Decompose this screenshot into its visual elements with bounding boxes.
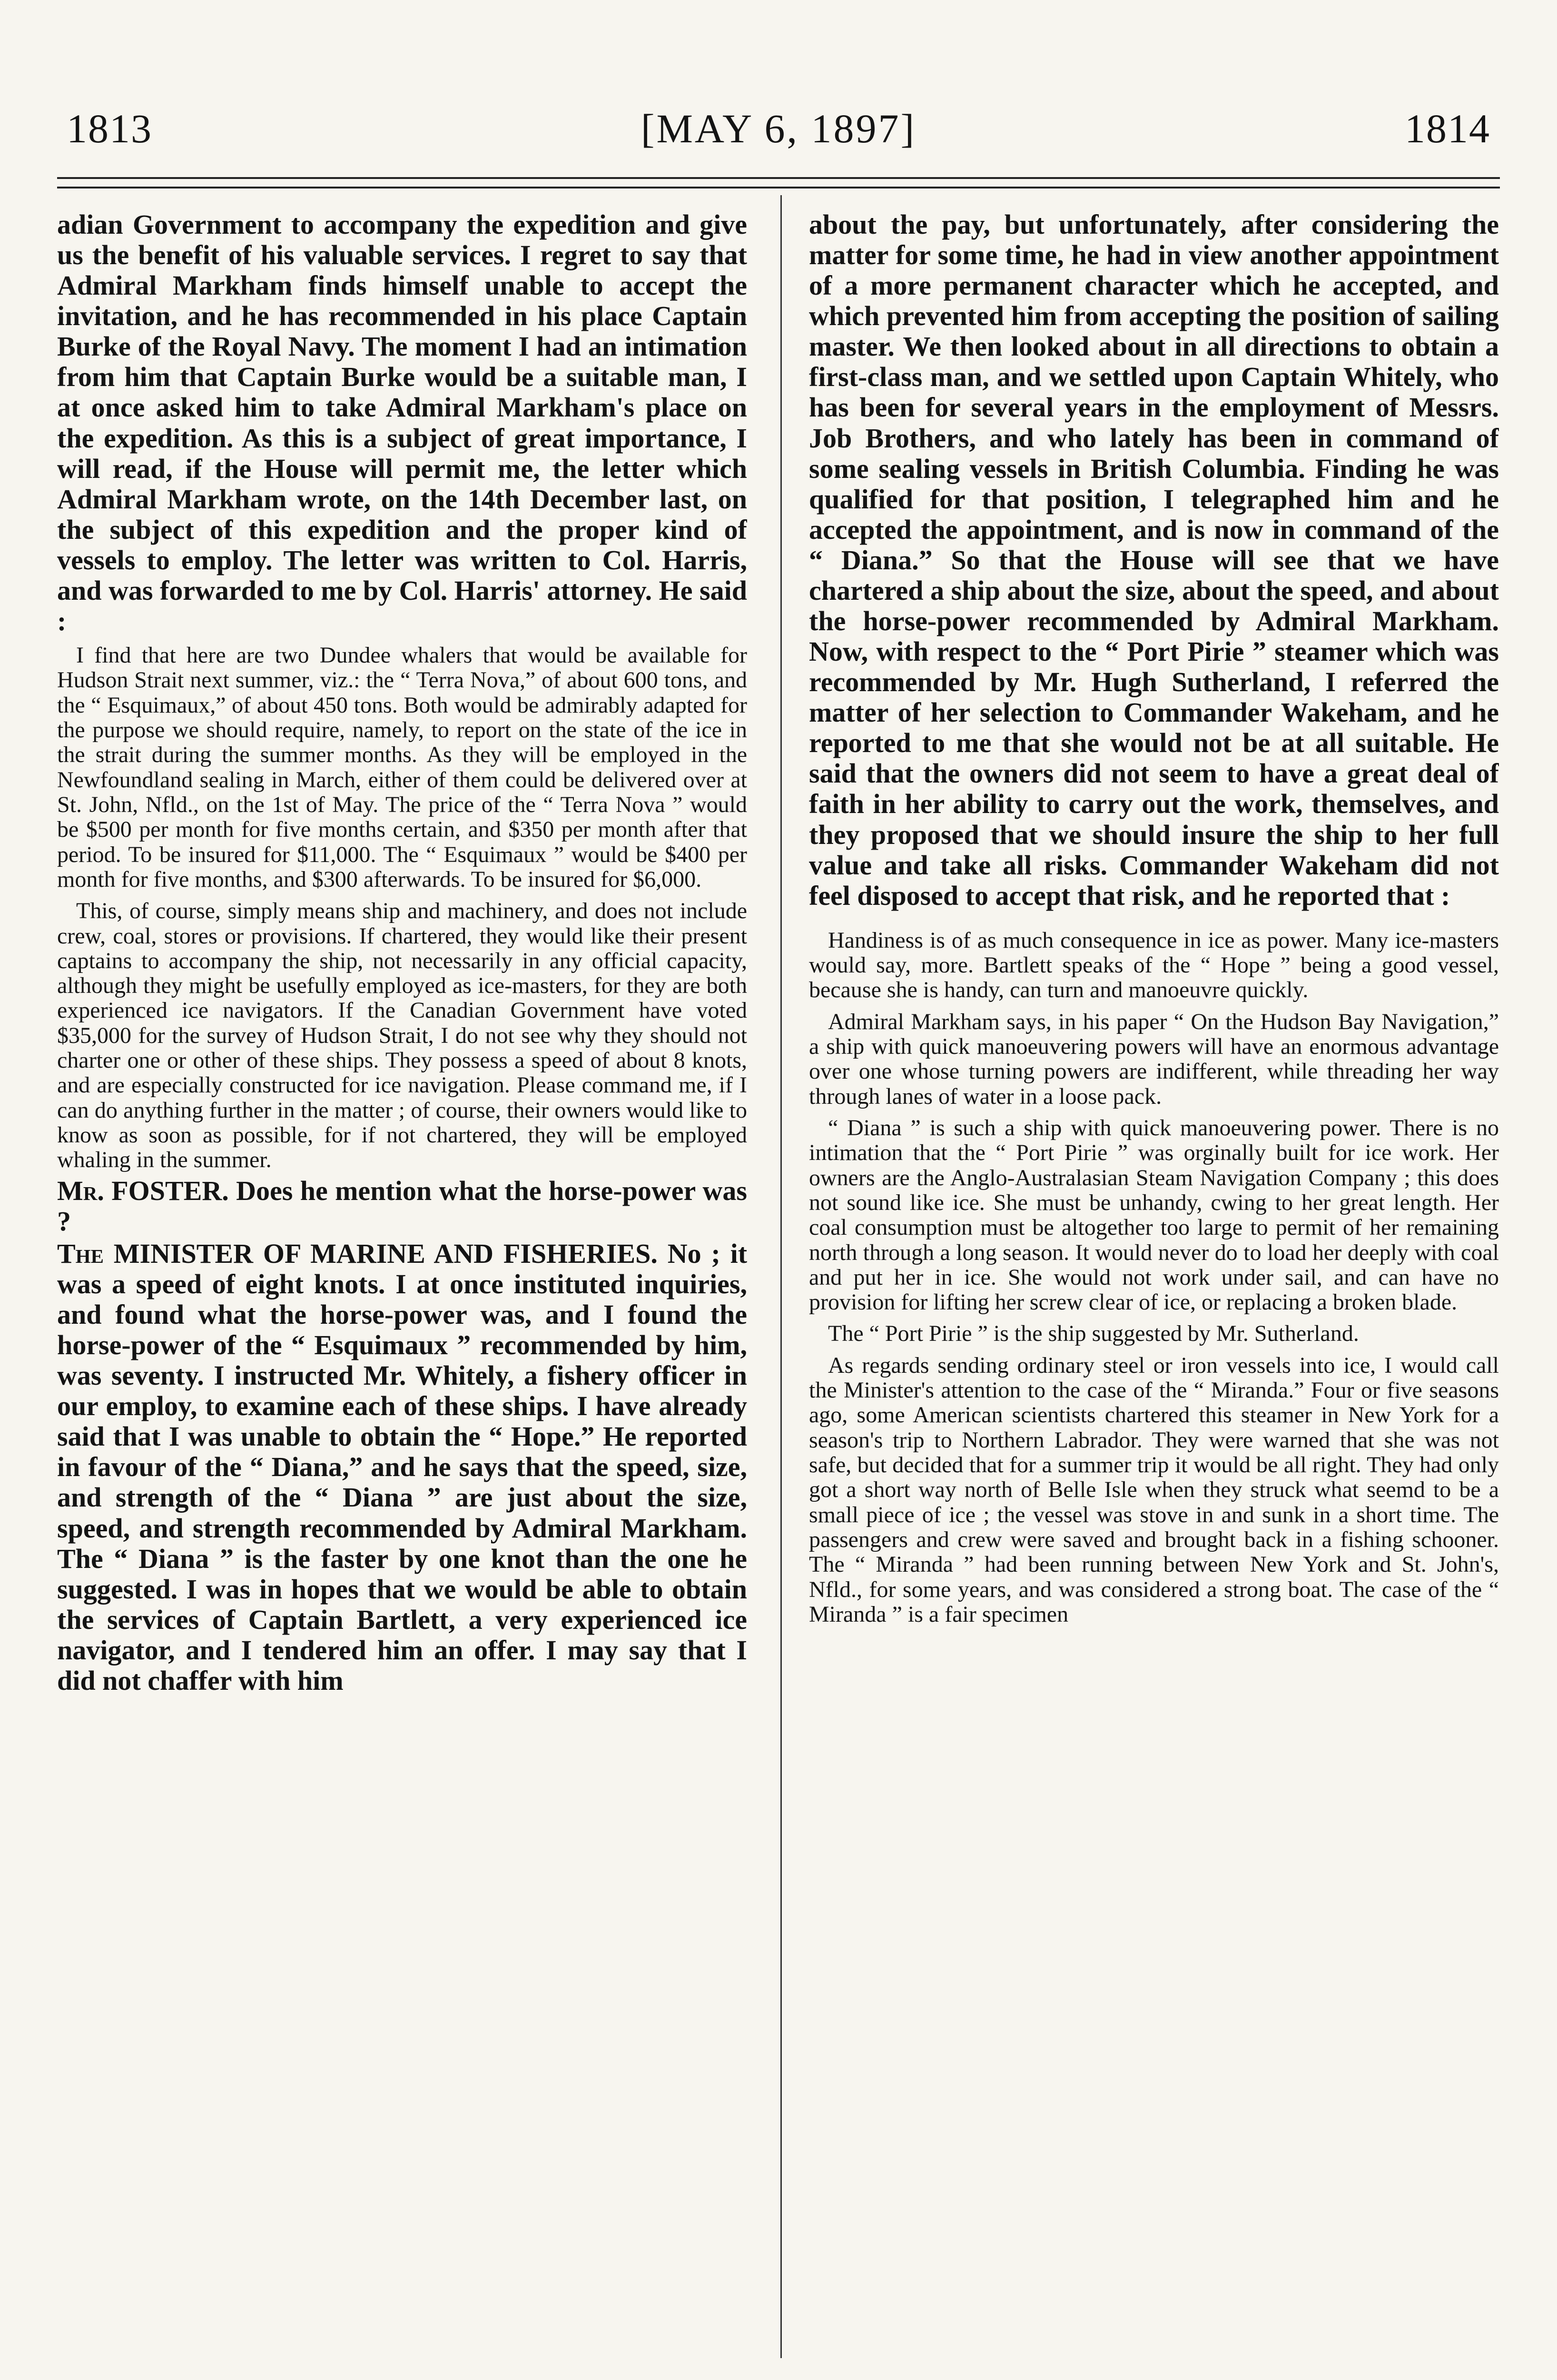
left-page-number: 1813 <box>67 106 152 151</box>
right-quote-4: The “ Port Pirie ” is the ship suggested by Mr. Sutherland. <box>828 1321 1359 1347</box>
left-column <box>57 209 747 2358</box>
left-quote-1: I find that here are two Dundee whalers that would be available for Hudson Strait next summer, viz.: the “ Terra Nova,” of about 600 tons, and the “ Esquimaux,” of about 450 tons. Both would be admirably adapted for the purpose we should require, namely, to report on the state of the ice in the strait during the summer months. As they will be employed in the Newfoundland sealing in March, either of them could be delivered over at St. John, Nfld., on the 1st of May. The price of the “ Terra Nova ” would be $500 per month for five months certain, and $350 per month after that period. To be insured for $11,000. The “ Esquimaux ” would be $400 per month for five months, and $300 afterwards. To be insured for $6,000. <box>57 643 747 892</box>
right-quote-3: “ Diana ” is such a ship with quick manoeuvering power. There is no intimation that the “ Port Pirie ” was orginally built for ice work. Her owners are the Anglo-Australasian Steam Navigation Company ; this does not sound like ice. She must be unhandy, cwing to her great length. Her coal consumption must be altogether too large to permit of her remaining north through a long season. It would never do to load her deeply with coal and put her in ice. She would not work under sail, and can have no provision for lifting her screw clear of ice, or replacing a broken blade. <box>809 1115 1499 1315</box>
right-paragraph-1: about the pay, but unfortunately, after considering the matter for some time, he had in view another appointment of a more permanent character which he accepted, and which prevented him from accepting the position of sailing master. We then looked about in all directions to obtain a first-class man, and we settled upon Captain Whitely, who has been for several years in the employment of Messrs. Job Brothers, and who lately has been in command of some sealing vessels in British Columbia. Finding he was qualified for that position, I telegraphed him and he accepted the appointment, and is now in command of the “ Diana.” So that the House will see that we have chartered a ship about the size, about the speed, and about the horse-power recommended by Admiral Markham. Now, with respect to the “ Port Pirie ” steamer which was recommended by Mr. Hugh Sutherland, I referred the matter of her selection to Commander Wakeham, and he reported to me that she would not be at all suitable. He said that the owners did not seem to have a great deal of faith in her ability to carry out the work, themselves, and they proposed that we should insure the ship to her full value and take all risks. Commander Wakeham did not feel disposed to accept that risk, and he reported that : <box>809 209 1499 911</box>
left-paragraph-1: adian Government to accompany the expedition and give us the benefit of his valuable services. I regret to say that Admiral Markham finds himself unable to accept the invitation, and he has recommended in his place Captain Burke of the Royal Navy. The moment I had an intimation from him that Captain Burke would be a suitable man, I at once asked him to take Admiral Markham's place on the expedition. As this is a subject of great importance, I will read, if the House will permit me, the letter which Admiral Markham wrote, on the 14th December last, on the subject of this expedition and the proper kind of vessels to employ. The letter was written to Col. Harris, and was forwarded to me by Col. Harris' attorney. He said : <box>57 209 747 637</box>
header-rule-top <box>57 177 1500 179</box>
left-paragraph-3 <box>57 1239 747 1696</box>
speaker-foster: Mr. FOSTER. <box>57 1175 229 1206</box>
right-quote-2: Admiral Markham says, in his paper “ On the Hudson Bay Navigation,” a ship with quick manoeuvering powers will have an enormous advantage over one whose turning powers are indifferent, while threading her way through lanes of water in a loose pack. <box>809 1009 1499 1109</box>
right-page-number: 1814 <box>1405 106 1490 151</box>
left-paragraph-2 <box>57 1176 747 1237</box>
speaker-minister: The MINISTER OF MARINE AND FISHERIES. <box>57 1238 658 1269</box>
minister-remark: No ; it was a speed of eight knots. I at once instituted inquiries, and found what the horse-power was, and I found the horse-power of the “ Esquimaux ” recommended by him, was seventy. I instructed Mr. Whitely, a fishery officer in our employ, to examine each of these ships. I have already said that I was unable to obtain the “ Hope.” He reported in favour of the “ Diana,” and he says that the speed, size, and strength of the “ Diana ” are just about the size, speed, and strength recommended by Admiral Markham. The “ Diana ” is the faster by one knot than the one he suggested. I was in hopes that we would be able to obtain the services of Captain Bartlett, a very experienced ice navigator, and I tendered him an offer. I may say that I did not chaffer with him <box>57 1238 747 1696</box>
right-quote-5: As regards sending ordinary steel or iron vessels into ice, I would call the Minister's attention to the case of the “ Miranda.” Four or five seasons ago, some American scientists chartered this steamer in New York for a season's trip to Northern Labrador. They were warned that she was not safe, but decided that for a summer trip it would be all right. They had only got a short way north of Belle Isle when they struck what seemd to be a small piece of ice ; the vessel was stove in and sunk in a short time. The passengers and crew were saved and brought back in a fishing schooner. The “ Miranda ” had been running between New York and St. John's, Nfld., for some years, and was considered a strong boat. The case of the “ Miranda ” is a fair specimen <box>809 1352 1499 1627</box>
foster-remark: Does he mention what the horse-power was ? <box>57 1175 747 1237</box>
column-divider <box>780 195 782 2358</box>
right-column <box>809 209 1499 2358</box>
spacer <box>809 913 1499 922</box>
header-rule-bottom <box>57 187 1500 188</box>
page-header <box>67 100 1490 157</box>
header-date: [MAY 6, 1897] <box>641 106 916 151</box>
left-quote-2: This, of course, simply means ship and machinery, and does not include crew, coal, stores or provisions. If chartered, they would like their present captains to accompany the ship, not necessarily in any official capacity, although they might be usefully employed as ice-masters, for they are both experienced ice navigators. If the Canadian Government have voted $35,000 for the survey of Hudson Strait, I do not see why they should not charter one or other of these ships. They possess a speed of about 8 knots, and are especially constructed for ice navigation. Please command me, if I can do anything further in the matter ; of course, their owners would like to know as soon as possible, for if not chartered, they will be employed whaling in the summer. <box>57 898 747 1173</box>
right-quote-1: Handiness is of as much consequence in ice as power. Many ice-masters would say, more. Bartlett speaks of the “ Hope ” being a good vessel, because she is handy, can turn and manoeuvre quickly. <box>809 927 1499 1003</box>
